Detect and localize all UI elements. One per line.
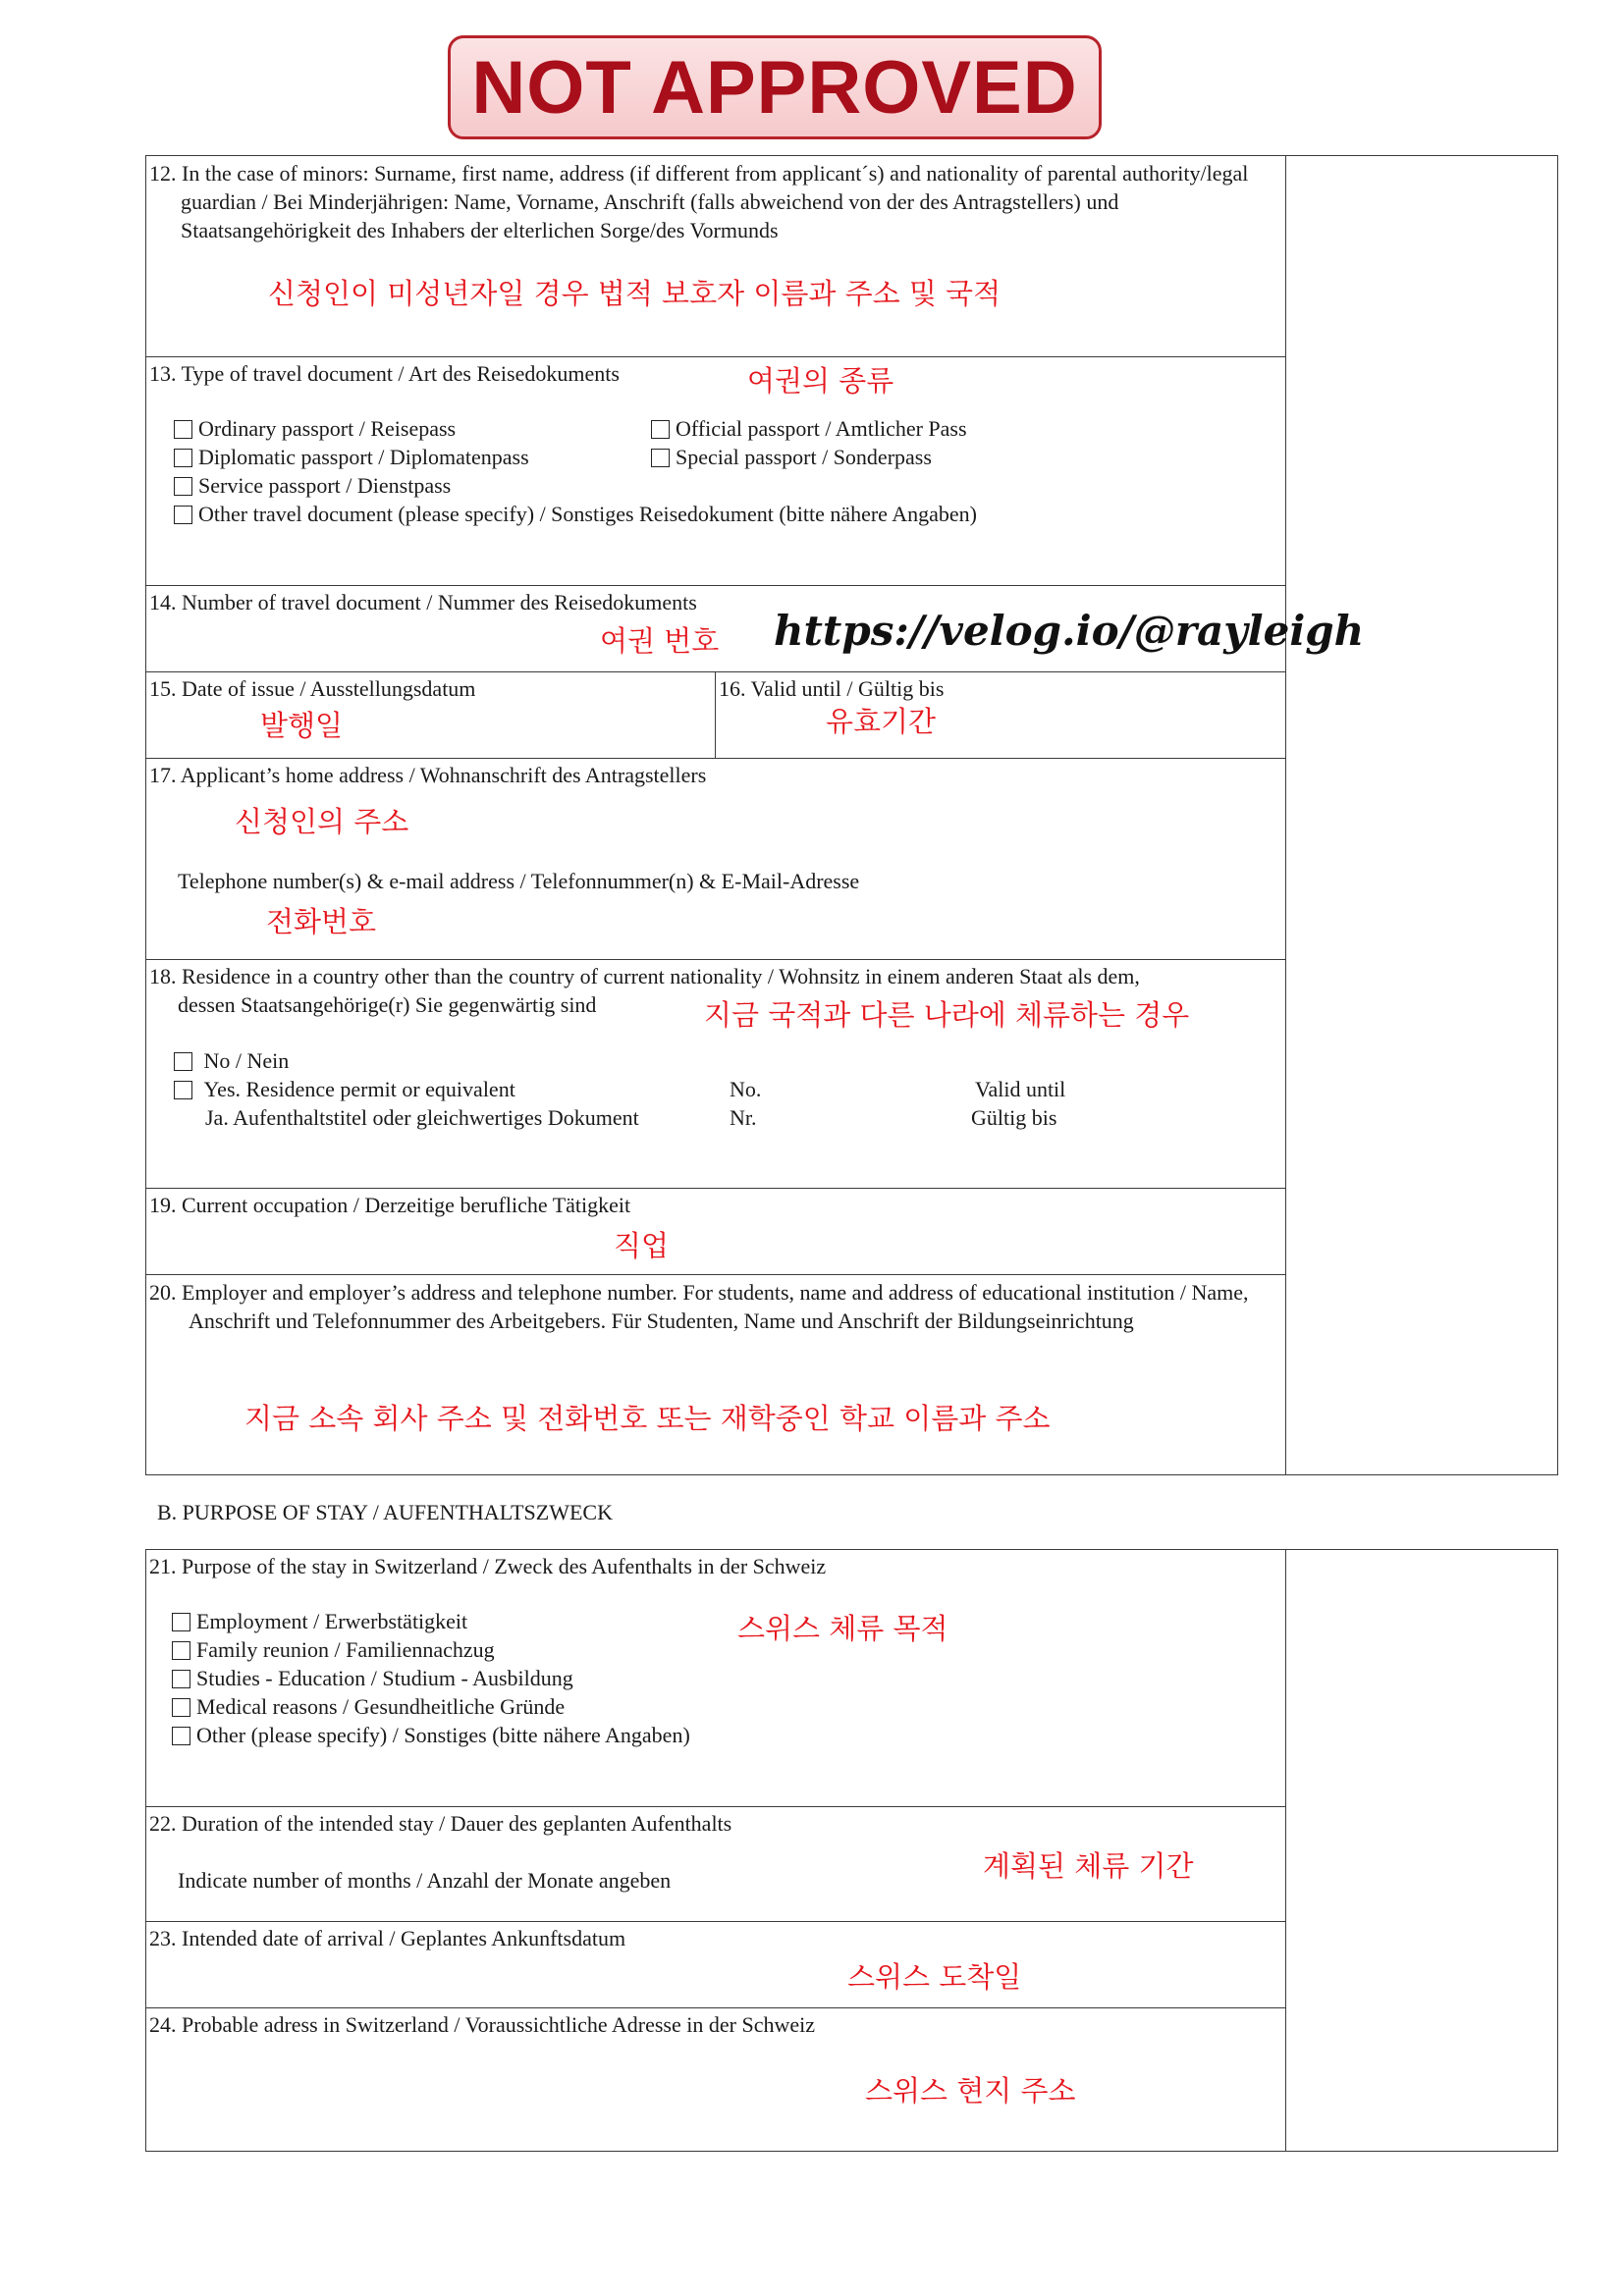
section-b-table — [145, 1549, 1558, 2152]
checkbox[interactable] — [172, 1641, 190, 1660]
field-13 — [146, 357, 1286, 586]
not-approved-stamp: NOT APPROVED — [448, 35, 1102, 139]
field-14-label: 14. Number of travel document / Nummer des Reisedokuments — [149, 590, 697, 614]
field-21-row — [146, 1550, 1558, 1807]
option-official-passport[interactable]: Official passport / Amtlicher Pass — [651, 414, 967, 443]
field-17-note: 신청인의 주소 — [235, 805, 409, 838]
field-22-label: 22. Duration of the intended stay / Dauer des geplanten Aufenthalts — [149, 1811, 732, 1836]
option-diplomatic-passport[interactable]: Diplomatic passport / Diplomatenpass — [174, 443, 529, 471]
field-16-note: 유효기간 — [826, 705, 937, 738]
phone-email-label: Telephone number(s) & e-mail address / Telefonnummer(n) & E-Mail-Adresse — [178, 869, 860, 893]
field-22-sub: Indicate number of months / Anzahl der Monate angeben — [178, 1868, 672, 1893]
option-other-travel-document[interactable]: Other travel document (please specify) / Sonstiges Reisedokument (bitte nähere Angaben) — [174, 500, 977, 528]
field-13-label: 13. Type of travel document / Art des Reisedokuments — [149, 361, 620, 386]
residence-number-label: No. — [730, 1077, 762, 1101]
field-23[interactable] — [146, 1922, 1286, 2008]
option-medical[interactable]: Medical reasons / Gesundheitliche Gründe — [172, 1692, 565, 1721]
field-15[interactable] — [146, 672, 716, 759]
field-21 — [146, 1550, 1286, 1807]
field-13-note: 여권의 종류 — [747, 364, 894, 398]
checkbox[interactable] — [651, 449, 670, 467]
field-15-note: 발행일 — [260, 709, 344, 742]
option-residence-yes[interactable]: Yes. Residence permit or equivalent — [174, 1075, 515, 1103]
field-23-note: 스위스 도착일 — [847, 1960, 1022, 1994]
checkbox[interactable] — [651, 420, 670, 439]
checkbox[interactable] — [174, 420, 192, 439]
side-column-b — [1286, 1550, 1558, 2152]
option-ordinary-passport[interactable]: Ordinary passport / Reisepass — [174, 414, 456, 443]
option-employment[interactable]: Employment / Erwerbstätigkeit — [172, 1607, 467, 1635]
field-21-note: 스위스 체류 목적 — [737, 1612, 948, 1645]
checkbox[interactable] — [172, 1670, 190, 1688]
field-23-label: 23. Intended date of arrival / Geplantes Ankunftsdatum — [149, 1926, 626, 1950]
checkbox[interactable] — [174, 449, 192, 467]
option-special-passport[interactable]: Special passport / Sonderpass — [651, 443, 932, 471]
checkbox[interactable] — [172, 1727, 190, 1745]
residence-yes-de: Ja. Aufenthaltstitel oder gleichwertiges Dokument — [205, 1105, 639, 1130]
checkbox[interactable] — [174, 477, 192, 496]
option-service-passport[interactable]: Service passport / Dienstpass — [174, 471, 451, 500]
field-18-label-line1: 18. Residence in a country other than the country of current nationality / Wohnsitz in einem anderen Staat als dem, — [149, 964, 1140, 988]
field-22-note: 계획된 체류 기간 — [983, 1849, 1194, 1883]
residence-valid-until-de: Gültig bis — [971, 1105, 1057, 1130]
option-residence-no[interactable]: No / Nein — [174, 1046, 289, 1075]
option-other-purpose[interactable]: Other (please specify) / Sonstiges (bitte nähere Angaben) — [172, 1721, 690, 1749]
checkbox[interactable] — [174, 506, 192, 524]
field-24[interactable] — [146, 2008, 1286, 2152]
field-16-label: 16. Valid until / Gültig bis — [719, 676, 945, 701]
option-family-reunion[interactable]: Family reunion / Familiennachzug — [172, 1635, 495, 1664]
phone-note: 전화번호 — [266, 905, 377, 938]
field-18 — [146, 960, 1286, 1189]
field-17[interactable] — [146, 759, 1286, 960]
field-19[interactable] — [146, 1189, 1286, 1275]
field-19-label: 19. Current occupation / Derzeitige berufliche Tätigkeit — [149, 1193, 631, 1217]
field-12-note: 신청인이 미성년자일 경우 법적 보호자 이름과 주소 및 국적 — [268, 277, 1001, 310]
checkbox[interactable] — [174, 1052, 192, 1071]
field-19-note: 직업 — [614, 1229, 670, 1262]
field-15-label: 15. Date of issue / Ausstellungsdatum — [149, 676, 476, 701]
checkbox[interactable] — [172, 1698, 190, 1717]
option-studies[interactable]: Studies - Education / Studium - Ausbildung — [172, 1664, 573, 1692]
field-12-row — [146, 156, 1558, 357]
field-21-label: 21. Purpose of the stay in Switzerland / Zweck des Aufenthalts in der Schweiz — [149, 1554, 827, 1578]
field-24-note: 스위스 현지 주소 — [865, 2074, 1076, 2108]
field-20[interactable] — [146, 1275, 1286, 1475]
checkbox[interactable] — [172, 1613, 190, 1631]
field-20-note: 지금 소속 회사 주소 및 전화번호 또는 재학중인 학교 이름과 주소 — [244, 1402, 1051, 1435]
field-12-label: 12. In the case of minors: Surname, first name, address (if different from applicant´s) and nationality of parental authority/legal guardian / Bei Minderjährigen: Name, Vorname, Anschrift (falls abweichend von der des Antragstellers) und Staatsangehörigkeit des Inhabers der elterlichen Sorge/des Vormunds — [149, 161, 1249, 242]
field-20-label: 20. Employer and employer’s address and telephone number. For students, name and address of educational institution / Name, Anschrift und Telefonnummer des Arbeitgebers. Für Studenten, Name und Anschrift der Bildungseinrichtung — [149, 1280, 1249, 1333]
section-b-heading: B. PURPOSE OF STAY / AUFENTHALTSZWECK — [157, 1500, 613, 1524]
field-16[interactable] — [716, 672, 1286, 759]
section-a-table — [145, 155, 1558, 1475]
field-12[interactable] — [146, 156, 1286, 357]
handwritten-url: https://velog.io/@rayleigh — [774, 607, 1365, 655]
field-24-label: 24. Probable adress in Switzerland / Voraussichtliche Adresse in der Schweiz — [149, 2012, 815, 2037]
field-17-label: 17. Applicant’s home address / Wohnanschrift des Antragstellers — [149, 763, 707, 787]
residence-valid-until: Valid until — [975, 1077, 1066, 1101]
field-18-label-line2: dessen Staatsangehörige(r) Sie gegenwärtig sind — [178, 992, 597, 1017]
field-14-note: 여권 번호 — [600, 624, 720, 658]
checkbox[interactable] — [174, 1081, 192, 1099]
residence-number-label-de: Nr. — [730, 1105, 757, 1130]
field-22[interactable] — [146, 1807, 1286, 1922]
field-18-note: 지금 국적과 다른 나라에 체류하는 경우 — [704, 998, 1190, 1032]
side-column-a — [1286, 156, 1558, 1475]
